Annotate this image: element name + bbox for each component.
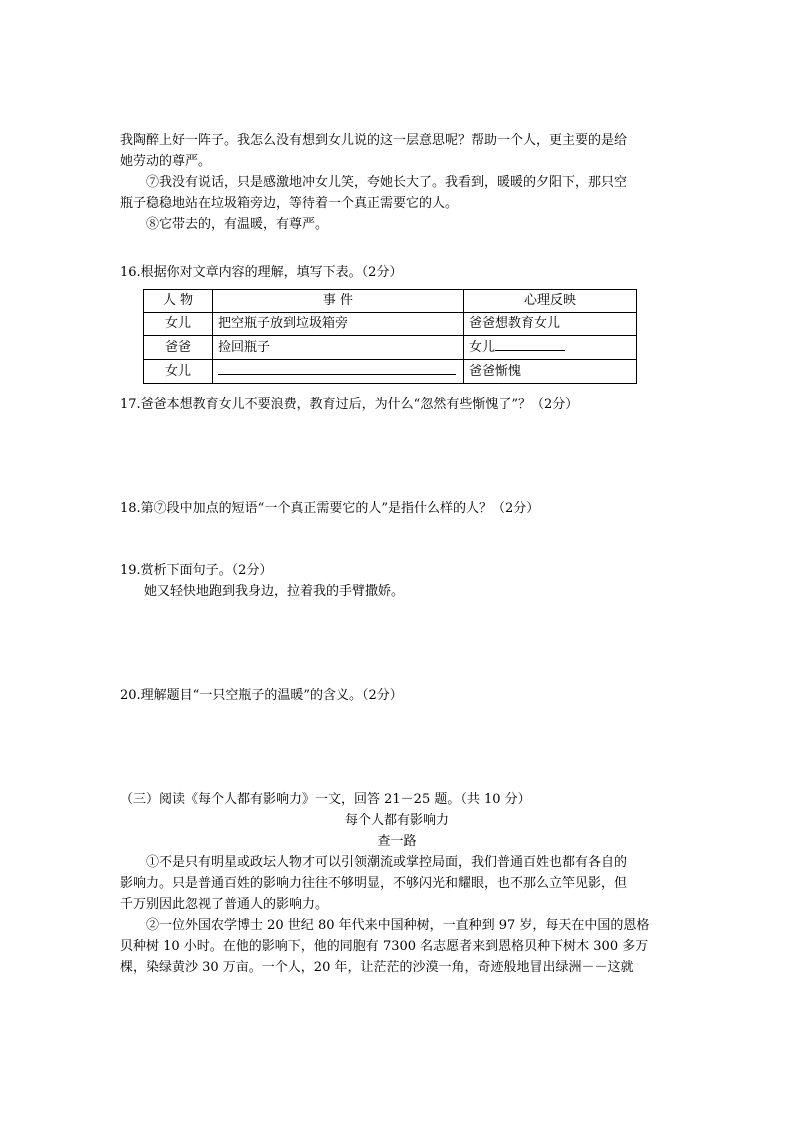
answer-table <box>143 289 637 384</box>
question-17: 17.爸爸本想教育女儿不要浪费，教育过后，为什么“忽然有些惭愧了”？（2分） <box>120 397 579 412</box>
article-author: 查一路 <box>377 834 417 849</box>
question-19: 19.赏析下面句子。（2分） <box>120 563 273 578</box>
passage-line: 她劳动的尊严。 <box>120 154 212 169</box>
paragraph-8: ⑧它带去的，有温暖，有尊严。 <box>146 217 329 232</box>
section-3-intro: （三）阅读《每个人都有影响力》一文，回答 21－25 题。（共 10 分） <box>120 792 531 807</box>
table-row <box>144 313 637 336</box>
row-event: 把空瓶子放到垃圾箱旁 <box>213 313 464 336</box>
article-title: 每个人都有影响力 <box>344 813 449 828</box>
answer-blank[interactable] <box>218 360 456 375</box>
row-reaction: 爸爸想教育女儿 <box>464 313 637 336</box>
header-event: 事 件 <box>213 290 464 313</box>
paragraph-2-cont: 贝种树 10 小时。在他的影响下，他的同胞有 7300 名志愿者来到恩格贝种下树木 300 多万 <box>120 939 649 954</box>
header-person: 人 物 <box>144 290 213 313</box>
row-person: 爸爸 <box>144 336 213 360</box>
table-row <box>144 336 637 360</box>
table-header-row <box>144 290 637 313</box>
row-event-cell <box>213 360 464 384</box>
table-row <box>144 360 637 384</box>
paragraph-7-cont: 瓶子稳稳地站在垃圾箱旁边，等待着一个真正需要它的人。 <box>120 196 459 211</box>
answer-blank[interactable] <box>495 336 565 351</box>
paragraph-7: ⑦我没有说话，只是感激地冲女儿笑，夸她长大了。我看到，暖暖的夕阳下，那只空 <box>146 175 628 190</box>
paragraph-1: ①不是只有明星或政坛人物才可以引领潮流或掌控局面，我们普通百姓也都有各自的 <box>146 855 628 870</box>
question-16: 16.根据你对文章内容的理解，填写下表。（2分） <box>120 265 403 280</box>
row-reaction: 爸爸惭愧 <box>464 360 637 384</box>
row-reaction-cell <box>464 336 637 360</box>
paragraph-1-cont: 影响力。只是普通百姓的影响力往往不够明显，不够闪光和耀眼，也不那么立竿见影，但 <box>120 876 628 891</box>
row-reaction: 女儿 <box>469 340 496 355</box>
paragraph-2-cont: 棵，染绿黄沙 30 万亩。一个人，20 年，让茫茫的沙漠一角，奇迹般地冒出绿洲－－这就 <box>120 960 634 975</box>
paragraph-2: ②一位外国农学博士 20 世纪 80 年代来中国种树，一直种到 97 岁，每天在中国的恩格 <box>146 918 650 933</box>
row-person: 女儿 <box>144 360 213 384</box>
question-20: 20.理解题目“一只空瓶子的温暖”的含义。（2分） <box>120 688 403 703</box>
row-event: 捡回瓶子 <box>213 336 464 360</box>
question-19-sentence: 她又轻快地跑到我身边，拉着我的手臂撒娇。 <box>144 584 405 599</box>
row-person: 女儿 <box>144 313 213 336</box>
passage-line: 我陶醉上好一阵子。我怎么没有想到女儿说的这一层意思呢？帮助一个人，更主要的是给 <box>120 133 628 148</box>
header-reaction: 心理反映 <box>464 290 637 313</box>
question-18: 18.第⑦段中加点的短语“一个真正需要它的人”是指什么样的人？（2分） <box>120 501 540 516</box>
paragraph-1-cont: 千万别因此忽视了普通人的影响力。 <box>120 897 329 912</box>
